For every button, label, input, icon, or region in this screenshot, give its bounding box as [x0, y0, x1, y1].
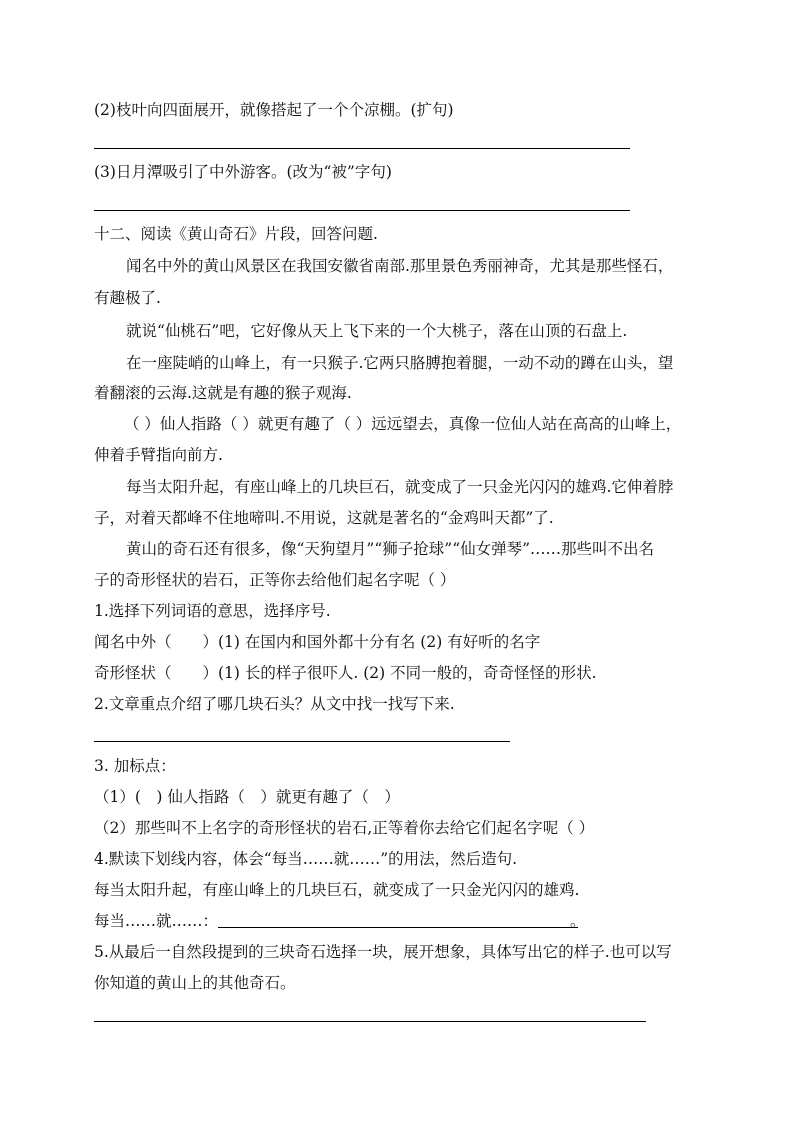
question-2: 2.文章重点介绍了哪几块石头？从文中找一找写下来.: [94, 695, 455, 713]
passage-paragraph-6-cont: 子的奇形怪状的岩石，正等你去给他们起名字呢（ ）: [94, 571, 456, 589]
section-title: 十二、阅读《黄山奇石》片段，回答问题.: [94, 225, 378, 243]
passage-paragraph-5: 每当太阳升起，有座山峰上的几块巨石，就变成了一只金光闪闪的雄鸡.它伸着脖: [126, 478, 674, 496]
question-5: 5.从最后一自然段提到的三块奇石选择一块，展开想象，具体写出它的样子.也可以写: [94, 943, 672, 961]
passage-paragraph-6: 黄山的奇石还有很多，像“天狗望月”“狮子抢球”“仙女弹琴”……那些叫不出名: [126, 540, 655, 558]
passage-paragraph-2: 就说“仙桃石”吧，它好像从天上飞下来的一个大桃子，落在山顶的石盘上.: [126, 322, 628, 340]
passage-paragraph-5-cont: 子，对着天都峰不住地啼叫.不用说，这就是著名的“金鸡叫天都”了.: [94, 509, 554, 527]
passage-paragraph-1-cont: 有趣极了.: [94, 289, 161, 307]
question-1-item-b: 奇形怪状（ ）(1) 长的样子很吓人. (2) 不同一般的，奇奇怪怪的形状.: [94, 664, 597, 682]
sentence-answer-blank[interactable]: [218, 911, 578, 928]
question-4-answer-label: 每当……就……：: [94, 912, 219, 930]
passage-paragraph-4: （ ）仙人指路（ ）就更有趣了（ ）远远望去，真像一位仙人站在高高的山峰上，: [124, 415, 682, 433]
answer-line: [94, 210, 630, 211]
answer-line: [94, 741, 510, 742]
passage-paragraph-3-cont: 着翻滚的云海.这就是有趣的猴子观海.: [94, 384, 352, 402]
passage-paragraph-1: 闻名中外的黄山风景区在我国安徽省南部.那里景色秀丽神奇，尤其是那些怪石，: [126, 257, 674, 275]
passage-paragraph-4-cont: 伸着手臂指向前方.: [94, 446, 223, 464]
question-3-item-1: （1）( ) 仙人指路（ ）就更有趣了（ ）: [94, 788, 400, 806]
question-1: 1.选择下列词语的意思，选择序号.: [94, 602, 331, 620]
exercise-expand-sentence: (2)枝叶向四面展开，就像搭起了一个个凉棚。(扩句): [94, 101, 454, 119]
passage-paragraph-3: 在一座陡峭的山峰上，有一只猴子.它两只胳膊抱着腿，一动不动的蹲在山头，望: [126, 354, 674, 372]
question-3: 3. 加标点：: [94, 757, 176, 775]
exercise-passive-sentence: (3)日月潭吸引了中外游客。(改为“被”字句): [94, 163, 392, 181]
question-4: 4.默读下划线内容，体会“每当……就……”的用法，然后造句.: [94, 850, 518, 868]
answer-line: [94, 1021, 646, 1022]
question-4-answer-end: 。: [570, 912, 586, 930]
answer-line: [94, 148, 630, 149]
question-5-cont: 你知道的黄山上的其他奇石。: [94, 974, 296, 992]
question-4-example: 每当太阳升起，有座山峰上的几块巨石，就变成了一只金光闪闪的雄鸡.: [94, 881, 580, 899]
question-4-answer-row: [94, 910, 586, 932]
question-3-item-2: （2）那些叫不上名字的奇形怪状的岩石,正等着你去给它们起名字呢（ ）: [94, 819, 595, 837]
question-1-item-a: 闻名中外（ ）(1) 在国内和国外都十分有名 (2) 有好听的名字: [94, 633, 541, 651]
